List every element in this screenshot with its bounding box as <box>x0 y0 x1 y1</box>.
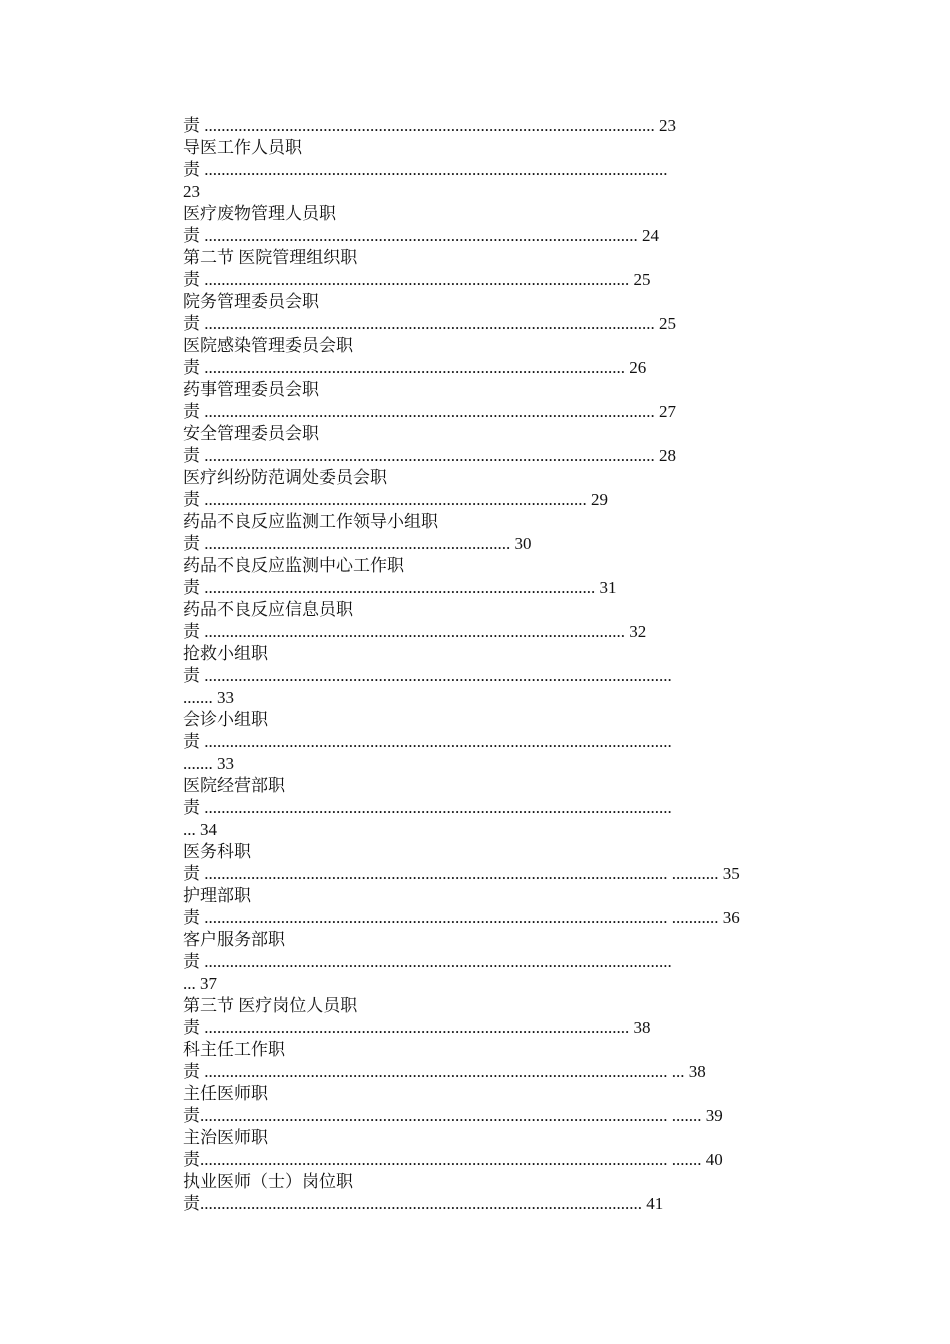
toc-line: 会诊小组职 <box>183 710 268 729</box>
toc-line: 责 .......................................................................................................... 23 <box>183 116 676 135</box>
toc-line: 安全管理委员会职 <box>183 424 319 443</box>
toc-line: 医疗废物管理人员职 <box>183 204 336 223</box>
toc-line: ....... 33 <box>183 688 234 707</box>
toc-line: 抢救小组职 <box>183 644 268 663</box>
toc-line: ....... 33 <box>183 754 234 773</box>
toc-line: 责 .......................................................................................... 29 <box>183 490 608 509</box>
toc-line: 责 .......................................................................................................... 27 <box>183 402 676 421</box>
toc-line: 责 ................................................................................................... 26 <box>183 358 647 377</box>
toc-line: 责 ............................................................................................................. ........... 35 <box>183 864 740 883</box>
toc-line: 责 .................................................................................................... 25 <box>183 270 651 289</box>
toc-line: 医务科职 <box>183 842 251 861</box>
toc-line: 23 <box>183 182 200 201</box>
toc-line: 责 ............................................................................................ 31 <box>183 578 617 597</box>
toc-line: 责 .............................................................................................................. <box>183 798 672 817</box>
toc-line: 导医工作人员职 <box>183 138 302 157</box>
toc-line: 药事管理委员会职 <box>183 380 319 399</box>
toc-line: 责 ...................................................................................................... 24 <box>183 226 659 245</box>
toc-line: 医院感染管理委员会职 <box>183 336 353 355</box>
toc-line: 责 ............................................................................................................. <box>183 160 668 179</box>
toc-line: 责 ............................................................................................................. ........... 36 <box>183 908 740 927</box>
toc-line: ... 34 <box>183 820 217 839</box>
toc-line: 责.............................................................................................................. ....... 40 <box>183 1150 723 1169</box>
toc-line: 责 ................................................................................................... 32 <box>183 622 647 641</box>
toc-line: 第三节 医疗岗位人员职 <box>183 996 358 1015</box>
toc-line: 医院经营部职 <box>183 776 285 795</box>
toc-line: 责 .............................................................................................................. <box>183 732 672 751</box>
toc-line: 责 .................................................................................................... 38 <box>183 1018 651 1037</box>
toc-line: 客户服务部职 <box>183 930 285 949</box>
toc-line: ... 37 <box>183 974 217 993</box>
toc-line: 院务管理委员会职 <box>183 292 319 311</box>
toc-line: 责.............................................................................................................. ....... 39 <box>183 1106 723 1125</box>
toc-line: 责 ........................................................................ 30 <box>183 534 532 553</box>
toc-line: 主治医师职 <box>183 1128 268 1147</box>
toc-line: 药品不良反应监测工作领导小组职 <box>183 512 438 531</box>
toc-line: 执业医师（士）岗位职 <box>183 1172 353 1191</box>
toc-line: 责........................................................................................................ 41 <box>183 1194 664 1213</box>
table-of-contents <box>183 115 823 1215</box>
toc-line: 科主任工作职 <box>183 1040 285 1059</box>
toc-line: 责 .............................................................................................................. <box>183 952 672 971</box>
toc-line: 药品不良反应信息员职 <box>183 600 353 619</box>
toc-line: 责 ............................................................................................................. ... 38 <box>183 1062 706 1081</box>
toc-line: 第二节 医院管理组织职 <box>183 248 358 267</box>
toc-line: 护理部职 <box>183 886 251 905</box>
toc-line: 责 .......................................................................................................... 28 <box>183 446 676 465</box>
toc-line: 责 .............................................................................................................. <box>183 666 672 685</box>
toc-line: 药品不良反应监测中心工作职 <box>183 556 404 575</box>
toc-line: 医疗纠纷防范调处委员会职 <box>183 468 387 487</box>
toc-line: 责 .......................................................................................................... 25 <box>183 314 676 333</box>
toc-line: 主任医师职 <box>183 1084 268 1103</box>
